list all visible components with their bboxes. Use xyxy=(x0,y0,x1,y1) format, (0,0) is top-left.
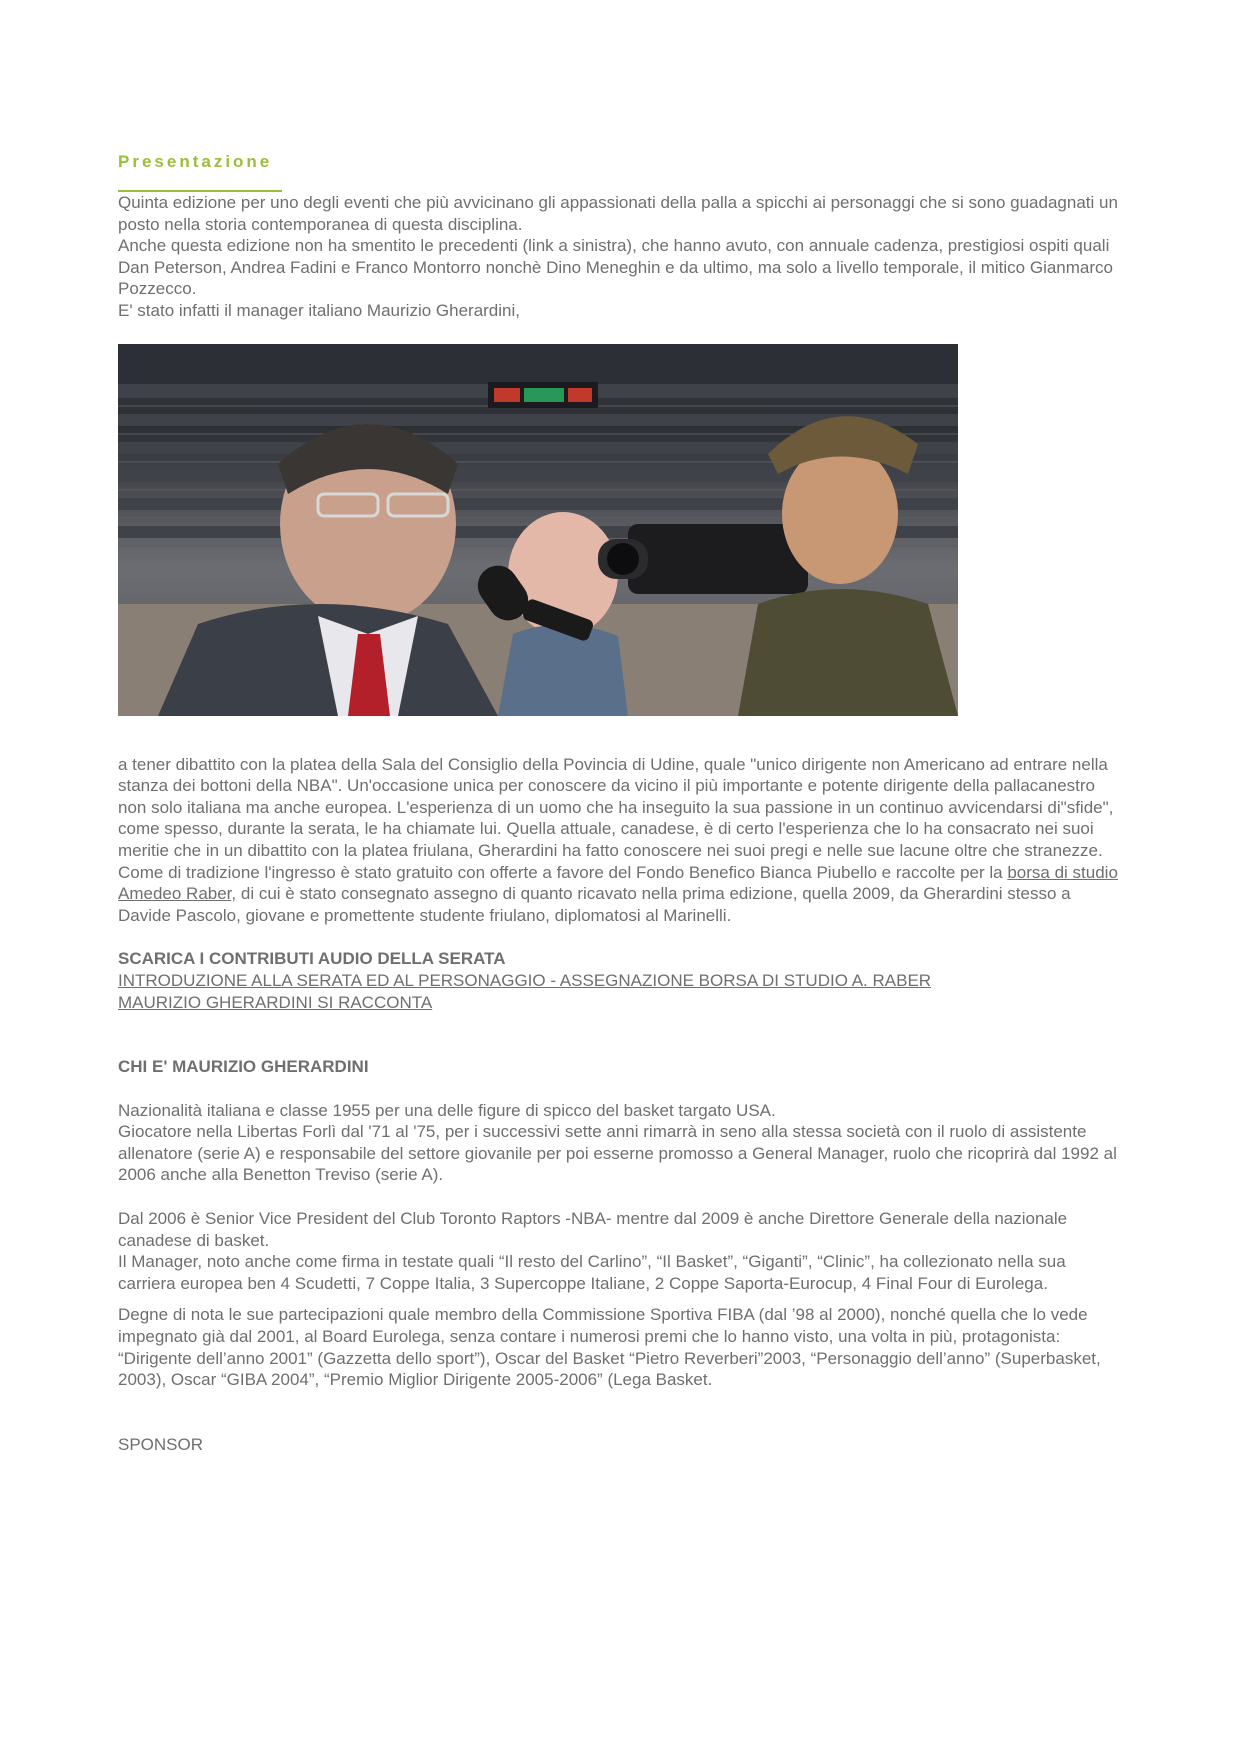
ingresso-text-post: di cui è stato consegnato assegno di quanto ricavato nella prima edizione, quella 2009, da Gherardini stesso a Davide Pascolo, giovane e promettente studente friulano, diplomatosi al Marinelli. xyxy=(118,884,1071,925)
intro-paragraph-3: E' stato infatti il manager italiano Maurizio Gherardini, xyxy=(118,300,520,320)
chi-heading: CHI E' MAURIZIO GHERARDINI xyxy=(118,1057,369,1077)
section-title: Presentazione xyxy=(118,152,273,171)
audio-link-intro[interactable]: INTRODUZIONE ALLA SERATA ED AL PERSONAGGIO - ASSEGNAZIONE BORSA DI STUDIO A. RABER xyxy=(118,970,932,990)
borsa-di-studio-link[interactable]: borsa di studio Amedeo Raber, xyxy=(118,862,1118,904)
intro-paragraph-1: Quinta edizione per uno degli eventi che più avvicinano gli appassionati della palla a spicchi ai personaggi che si sono guadagnati un posto nella storia contemporanea di questa disciplina. xyxy=(118,193,1118,234)
sponsor-label: SPONSOR xyxy=(118,1434,204,1454)
audio-heading: SCARICA I CONTRIBUTI AUDIO DELLA SERATA xyxy=(118,949,506,969)
chi-paragraph-2b: Il Manager, noto anche come firma in testate quali “Il resto del Carlino”, “Il Basket”, “Giganti”, “Clinic”, ha collezionato nella sua carriera europea ben 4 Scudetti, 7 Coppe Italia, 3 Supercoppe Italiane, 2 Coppe Saporta-Eurocup, 4 Final Four di Eurolega. xyxy=(118,1252,1066,1293)
ingresso-text-pre: Come di tradizione l'ingresso è stato gratuito con offerte a favore del Fondo Benefico Bianca Piubello e raccolte per la xyxy=(118,862,1008,882)
chi-paragraph-3: Degne di nota le sue partecipazioni quale membro della Commissione Sportiva FIBA (dal ’98 al 2000), nonché quella che lo vede impegnato già dal 2001, al Board Eurolega, senza contare i numerosi premi che lo hanno visto, una volta in più, protagonista: “Dirigente dell’anno 2001” (Gazzetta dello sport”), Oscar del Basket “Pietro Reverberi”2003, “Personaggio dell’anno” (Superbasket, 2003), Oscar “GIBA 2004”, “Premio Miglior Dirigente 2005-2006” (Lega Basket. xyxy=(118,1305,1101,1390)
intro-paragraph-2: Anche questa edizione non ha smentito le precedenti (link a sinistra), che hanno avuto, con annuale cadenza, prestigiosi ospiti quali Dan Peterson, Andrea Fadini e Franco Montorro nonchè Dino Meneghin e da ultimo, ma solo a livello temporale, il mitico Gianmarco Pozzecco. xyxy=(118,236,1113,299)
audio-link-gherardini[interactable]: MAURIZIO GHERARDINI SI RACCONTA xyxy=(118,992,433,1012)
body-paragraph: a tener dibattito con la platea della Sala del Consiglio della Povincia di Udine, quale "unico dirigente non Americano ad entrare nella stanza dei bottoni della NBA". Un'occasione unica per conoscere da vicino il più importante e potente dirigente della pallacanestro non solo italiana ma anche europea. L'esperienza di un uomo che ha inseguito la sua passione in un continuo avvicendarsi di"sfide", come spesso, durante la serata, le ha chiamate lui. Quella attuale, canadese, è di certo l'esperienza che lo ha consacrato nei suoi meritie che in un dibattito con la platea friulana, Gherardini ha fatto conoscere nei suoi pregi e nelle sue lacune oltre che stranezze. xyxy=(118,754,1114,860)
event-photo xyxy=(118,344,958,716)
chi-paragraph-2a: Dal 2006 è Senior Vice President del Club Toronto Raptors -NBA- mentre dal 2009 è anche Direttore Generale della nazionale canadese di basket. xyxy=(118,1209,1068,1250)
ingresso-paragraph xyxy=(118,862,1128,927)
chi-paragraph-1b: Giocatore nella Libertas Forlì dal '71 al '75, per i successivi sette anni rimarrà in seno alla stessa società con il ruolo di assistente allenatore (serie A) e responsabile del settore giovanile per poi esserne promosso a General Manager, ruolo che ricoprirà dal 1992 al 2006 anche alla Benetton Treviso (serie A). xyxy=(118,1122,1117,1185)
document-page xyxy=(118,150,1128,1455)
chi-paragraph-1a: Nazionalità italiana e classe 1955 per una delle figure di spicco del basket targato USA. xyxy=(118,1100,776,1120)
